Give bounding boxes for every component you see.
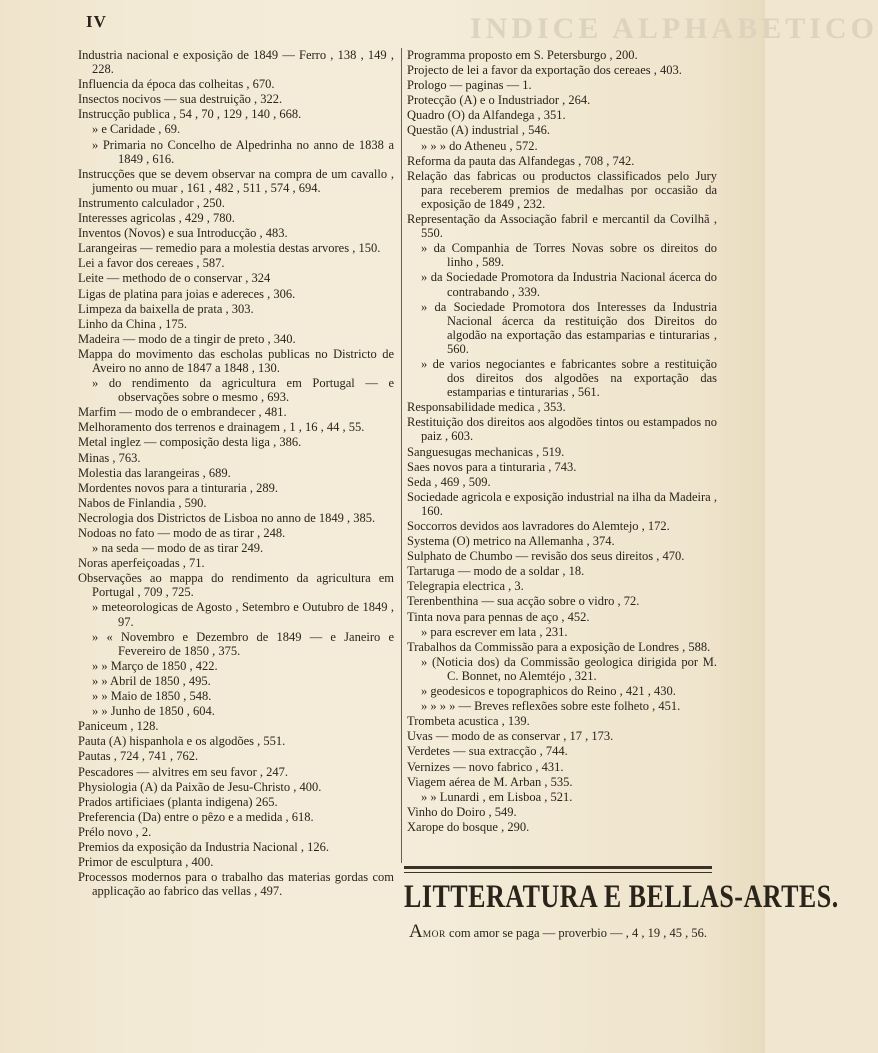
index-entry: Xarope do bosque , 290. — [407, 819, 530, 834]
index-entry: » (Noticia dos) da Commissão geologica dirigida por M. C. Bonnet, no Alemtéjo , 321. — [421, 654, 717, 683]
index-entry: Systema (O) metrico na Allemanha , 374. — [407, 534, 615, 549]
index-entry: Projecto de lei a favor da exportação dos cereaes , 403. — [407, 63, 682, 78]
index-entry: Responsabilidade medica , 353. — [407, 400, 566, 415]
index-entry: Relação das fabricas ou productos classificados pelo Jury para receberem premios de medalhas por occasião da exposição de 1849 , 232. — [407, 168, 717, 211]
index-entry: Prélo novo , 2. — [78, 824, 152, 839]
drop-capital: A — [409, 921, 423, 942]
index-entry: Marfim — modo de o embrandecer , 481. — [78, 405, 287, 420]
index-entry: Premios da exposição da Industria Nacional , 126. — [78, 839, 329, 854]
index-entry: Linho da China , 175. — [78, 316, 188, 331]
index-entry: Noras aperfeiçoadas , 71. — [78, 556, 205, 571]
index-entry: Tinta nova para pennas de aço , 452. — [407, 609, 590, 624]
index-entry: Melhoramento dos terrenos e drainagem , 1 , 16 , 44 , 55. — [78, 420, 365, 435]
section-rule-thin — [404, 872, 712, 873]
bleed-through-heading: INDICE ALPHABETICO — [470, 12, 878, 45]
index-entry: Interesses agricolas , 429 , 780. — [78, 211, 235, 226]
index-entry: Seda , 469 , 509. — [407, 474, 491, 489]
index-entry: » « Novembro e Dezembro de 1849 — e Janeiro e Fevereiro de 1850 , 375. — [92, 629, 394, 658]
index-entry: » » » do Atheneu , 572. — [421, 138, 538, 153]
index-entry: Pescadores — alvitres em seu favor , 247. — [78, 764, 289, 779]
index-entry: » de varios negociantes e fabricantes sobre a restituição dos direitos dos algodões na exportação das estamparias e tinturarias , 561. — [421, 356, 717, 400]
index-entry: Observações ao mappa do rendimento da agricultura em Portugal , 709 , 725. — [78, 571, 394, 600]
index-entry — [409, 921, 728, 942]
index-entry: Pautas , 724 , 741 , 762. — [78, 749, 199, 764]
index-entry: Inventos (Novos) e sua Introducção , 483. — [78, 226, 288, 241]
index-entry: Instrucção publica , 54 , 70 , 129 , 140 , 668. — [78, 107, 302, 122]
column-divider — [401, 48, 402, 863]
index-entry: Metal inglez — composição desta liga , 386. — [78, 435, 302, 450]
index-entry: Limpeza da baixella de prata , 303. — [78, 301, 254, 316]
index-column-left — [78, 48, 394, 899]
index-entry: Preferencia (Da) entre o pêzo e a medida , 618. — [78, 809, 314, 824]
index-entry: » e Caridade , 69. — [92, 122, 181, 137]
small-caps-word: MOR — [422, 930, 446, 940]
index-entry: Prados artificiaes (planta indigena) 265. — [78, 794, 278, 809]
index-entry: Mappa do movimento das escholas publicas no Districto de Aveiro no anno de 1847 a 1848 , 130. — [78, 346, 394, 375]
index-entry: Lei a favor dos cereaes , 587. — [78, 256, 225, 271]
index-entry: » na seda — modo de as tirar 249. — [92, 541, 264, 556]
index-column-right — [407, 48, 717, 835]
index-entry: » » Junho de 1850 , 604. — [92, 704, 215, 719]
index-entry: Sanguesugas mechanicas , 519. — [407, 444, 565, 459]
index-entry: » » Março de 1850 , 422. — [92, 658, 218, 673]
index-entry: Saes novos para a tinturaria , 743. — [407, 459, 577, 474]
index-entry: Molestia das larangeiras , 689. — [78, 465, 231, 480]
index-entry: Larangeiras — remedio para a molestia destas arvores , 150. — [78, 241, 381, 256]
index-entry: Soccorros devidos aos lavradores do Alemtejo , 172. — [407, 519, 670, 533]
index-entry: » » Maio de 1850 , 548. — [92, 689, 212, 704]
index-entry: » meteorologicas de Agosto , Setembro e Outubro de 1849 , 97. — [92, 600, 394, 629]
index-entry: Nodoas no fato — modo de as tirar , 248. — [78, 526, 286, 540]
index-entry: Terenbenthina — sua acção sobre o vidro , 72. — [407, 594, 640, 609]
index-entry: Industria nacional e exposição de 1849 — Ferro , 138 , 149 , 228. — [78, 48, 394, 77]
entry-text: com amor se paga — proverbio — , 4 , 19 , 45 , 56. — [449, 926, 707, 940]
index-entry: Prologo — paginas — 1. — [407, 78, 532, 93]
index-entry: Madeira — modo de a tingir de preto , 340. — [78, 331, 296, 346]
index-entry: Restituição dos direitos aos algodões tintos ou estampados no paiz , 603. — [407, 415, 717, 444]
index-entry: Primor de esculptura , 400. — [78, 855, 214, 870]
index-entry: Leite — methodo de o conservar , 324 — [78, 271, 271, 286]
index-entry: Verdetes — sua extracção , 744. — [407, 744, 568, 759]
index-entry: Viagem aérea de M. Arban , 535. — [407, 774, 573, 789]
index-entry: Insectos nocivos — sua destruição , 322. — [78, 92, 283, 107]
index-entry: Necrologia dos Districtos de Lisboa no anno de 1849 , 385. — [78, 510, 376, 525]
index-entry: Reforma da pauta das Alfandegas , 708 , 742. — [407, 153, 635, 168]
index-entry: Pauta (A) hispanhola e os algodões , 551. — [78, 734, 286, 749]
index-entry: Tartaruga — modo de a soldar , 18. — [407, 564, 585, 579]
index-entry: » para escrever em lata , 231. — [421, 624, 568, 639]
index-entry: » da Sociedade Promotora dos Interesses da Industria Nacional ácerca da restituição dos Direitos do algodão na exportação das estamparias e tinturarias , 560. — [421, 299, 717, 356]
index-entry: Sociedade agricola e exposição industrial na ilha da Madeira , 160. — [407, 489, 717, 518]
index-entry: » » Abril de 1850 , 495. — [92, 673, 211, 688]
index-entry: Quadro (O) da Alfandega , 351. — [407, 108, 566, 123]
index-entry: Mordentes novos para a tinturaria , 289. — [78, 480, 278, 495]
page-number: IV — [86, 12, 107, 31]
index-entry: » do rendimento da agricultura em Portugal — e observações sobre o mesmo , 693. — [92, 376, 394, 405]
index-entry: Minas , 763. — [78, 450, 141, 465]
index-entry: » » Lunardi , em Lisboa , 521. — [421, 789, 573, 804]
index-entry: Vernizes — novo fabrico , 431. — [407, 759, 564, 774]
index-entry: Trombeta acustica , 139. — [407, 714, 530, 729]
index-entry: Uvas — modo de as conservar , 17 , 173. — [407, 729, 614, 744]
index-entry: Instrumento calculador , 250. — [78, 195, 225, 210]
index-entry: Telegrapia electrica , 3. — [407, 579, 524, 594]
index-entry: Paniceum , 128. — [78, 719, 159, 734]
index-entry: Instrucções que se devem observar na compra de um cavallo , jumento ou muar , 161 , 482 , 511 , 574 , 694. — [78, 166, 394, 195]
index-entry: » geodesicos e topographicos do Reino , 421 , 430. — [421, 684, 676, 699]
index-entry: Questão (A) industrial , 546. — [407, 123, 551, 138]
index-entry: » da Companhia de Torres Novas sobre os direitos do linho , 589. — [421, 241, 717, 270]
index-entry: Vinho do Doiro , 549. — [407, 804, 517, 819]
index-entry: Processos modernos para o trabalho das materias gordas com applicação ao fabrico das vellas , 497. — [78, 870, 394, 899]
index-entry: Ligas de platina para joias e adereces , 306. — [78, 286, 296, 301]
index-entry: Physiologia (A) da Paixão de Jesu-Christo , 400. — [78, 779, 322, 794]
index-entry: » da Sociedade Promotora da Industria Nacional ácerca do contrabando , 339. — [421, 270, 717, 299]
index-entry: Nabos de Finlandia , 590. — [78, 495, 207, 510]
index-entry: Trabalhos da Commissão para a exposição de Londres , 588. — [407, 639, 711, 654]
index-entry: » » » » — Breves reflexões sobre este folheto , 451. — [421, 699, 681, 714]
section-heading: LITTERATURA E BELLAS-ARTES. — [404, 878, 839, 915]
index-entry: Sulphato de Chumbo — revisão dos seus direitos , 470. — [407, 549, 685, 564]
index-entry: Protecção (A) e o Industriador , 264. — [407, 93, 591, 108]
index-entry: » Primaria no Concelho de Alpedrinha no anno de 1838 a 1849 , 616. — [92, 137, 394, 166]
index-entry: Influencia da época das colheitas , 670. — [78, 77, 275, 92]
section-rule-thick — [404, 866, 712, 869]
index-entry: Representação da Associação fabril e mercantil da Covilhã , 550. — [407, 212, 717, 241]
index-entry: Programma proposto em S. Petersburgo , 200. — [407, 48, 638, 62]
